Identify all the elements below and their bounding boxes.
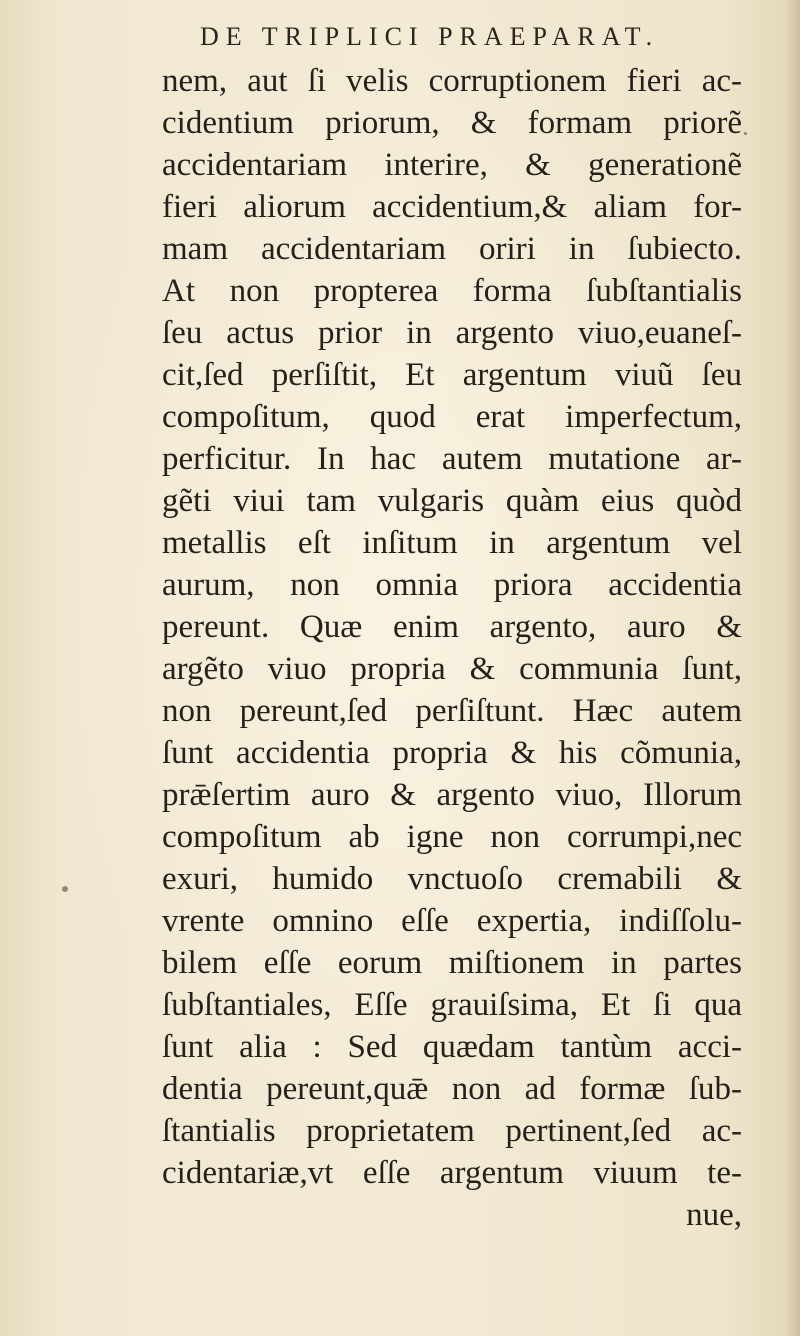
ink-spot [744,132,747,135]
text-line: mam accidentariam oriri in ſubiecto. [162,231,742,267]
text-line: nem, aut ſi velis corruptionem fieri ac- [162,63,742,99]
ink-spot [62,886,68,892]
text-line: metallis eſt inſitum in argentum vel [162,525,742,561]
text-line: ſubſtantiales, Eſſe grauiſsima, Et ſi qua [162,987,742,1023]
text-line: fieri aliorum accidentium,& aliam for- [162,189,742,225]
text-line: cit,ſed perſiſtit, Et argentum viuũ ſeu [162,357,742,393]
text-line: aurum, non omnia priora accidentia [162,567,742,603]
running-header: DE TRIPLICI PRAEPARAT. [200,22,660,51]
text-line: dentia pereunt,quǣ non ad formæ ſub- [162,1071,742,1107]
text-line: bilem eſſe eorum miſtionem in partes [162,945,742,981]
text-line: accidentariam interire, & generationẽ [162,147,742,183]
text-line: non pereunt,ſed perſiſtunt. Hæc autem [162,693,742,729]
text-line: argẽto viuo propria & communia ſunt, [162,651,742,687]
text-line: ſunt alia : Sed quædam tantùm acci- [162,1029,742,1065]
text-line: perficitur. In hac autem mutatione ar- [162,441,742,477]
text-line: vrente omnino eſſe expertia, indiſſolu- [162,903,742,939]
text-line: cidentium priorum, & formam priorẽ [162,105,742,141]
text-line: ſunt accidentia propria & his cõmunia, [162,735,742,771]
text-line: compoſitum ab igne non corrumpi,nec [162,819,742,855]
text-line: prǣſertim auro & argento viuo, Illorum [162,777,742,813]
text-line: ſeu actus prior in argento viuo,euaneſ- [162,315,742,351]
page-edge-shadow [786,0,800,1336]
text-line: At non propterea forma ſubſtantialis [162,273,742,309]
text-line: cidentariæ,vt eſſe argentum viuum te- [162,1155,742,1191]
text-line: exuri, humido vnctuoſo cremabili & [162,861,742,897]
text-line: compoſitum, quod erat imperfectum, [162,399,742,435]
text-line: gẽti viui tam vulgaris quàm eius quòd [162,483,742,519]
text-line: ſtantialis proprietatem pertinent,ſed ac- [162,1113,742,1149]
text-line: pereunt. Quæ enim argento, auro & [162,609,742,645]
catchword: nue, [686,1197,742,1233]
